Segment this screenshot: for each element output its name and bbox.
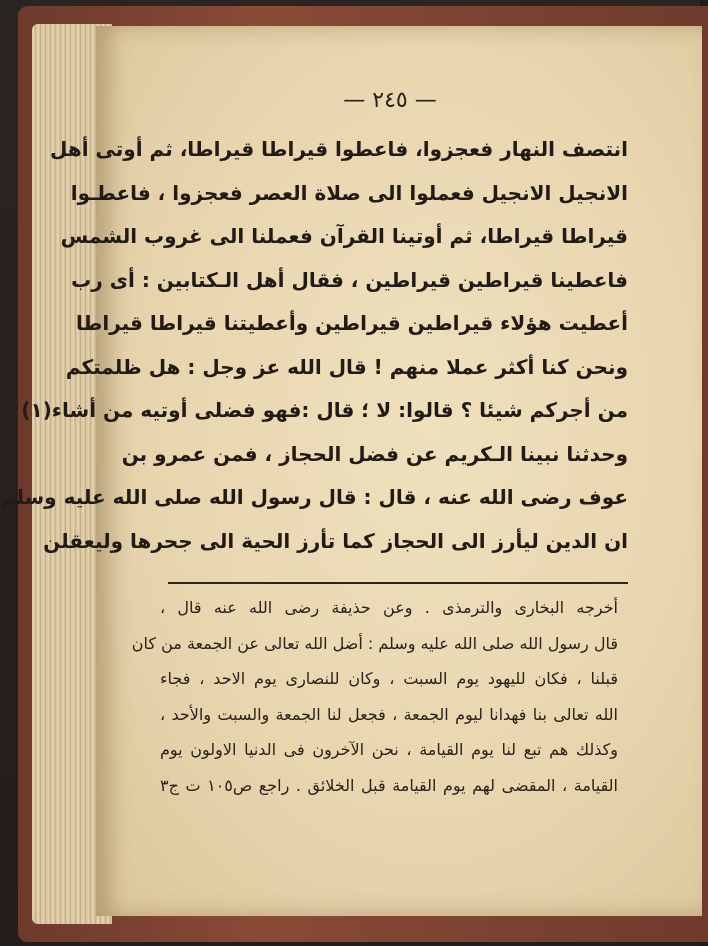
footnote-line: قال رسول الله صلى الله عليه وسلم : أضل الله تعالى عن الجمعة من كان [131,633,618,653]
main-text-line: عوف رضى الله عنه ، قال : قال رسول الله صلى الله عليه وسلم [0,485,628,509]
main-text-line: وحدثنا نبينا الـكريم عن فضل الحجاز ، فمن عمرو بن [121,441,628,466]
footnote-divider [168,582,628,584]
footnote-line: أخرجه البخارى والترمذى . وعن حذيفة رضى الله عنه قال ، [160,598,618,617]
main-text-line: ان الدين ليأرز الى الحجاز كما تأرز الحية الى جحرها وليعقلن [43,528,628,553]
footnote-line: وكذلك هم تبع لنا يوم القيامة ، نحن الآخرون فى الدنيا الاولون يوم [160,740,618,759]
main-text-block [0,128,628,563]
main-text-line: الانجيل الانجيل فعملوا الى صلاة العصر فعجزوا ، فاعطـوا [70,180,628,205]
footnote-block [131,590,619,803]
page-number: — ٢٤٥ — [343,88,437,113]
footnote-line: قبلنا ، فكان لليهود يوم السبت ، وكان للنصارى يوم الاحد ، فجاء [160,669,618,688]
footnote-line: الله تعالى بنا فهدانا ليوم الجمعة ، فجعل لنا الجمعة والسبت والأحد ، [160,704,618,724]
main-text-line: ونحن كنا أكثر عملا منهم ! قال الله عز وجل : هل ظلمتكم [65,354,628,379]
main-text-line: انتصف النهار فعجزوا، فاعطوا قيراطا قيراطا، ثم أوتى أهل [50,137,628,161]
main-text-line: فاعطينا قيراطين قيراطين ، فقال أهل الـكتابين : أى رب [71,267,628,292]
main-text-line: قيراطا قيراطا، ثم أوتينا القرآن فعملنا الى غروب الشمس [60,224,628,248]
main-text-line: من أجركم شيئا ؟ قالوا: لا ؛ قال :فهو فضلى أوتيه من أشاء(١) [21,398,628,422]
main-text-line: أعطيت هؤلاء قيراطين قيراطين وأعطيتنا قيراطا قيراطا [76,311,628,335]
footnote-line: القيامة ، المقضى لهم يوم القيامة قبل الخلائق . راجع ص١٠٥ ت ج٣ [160,775,619,795]
